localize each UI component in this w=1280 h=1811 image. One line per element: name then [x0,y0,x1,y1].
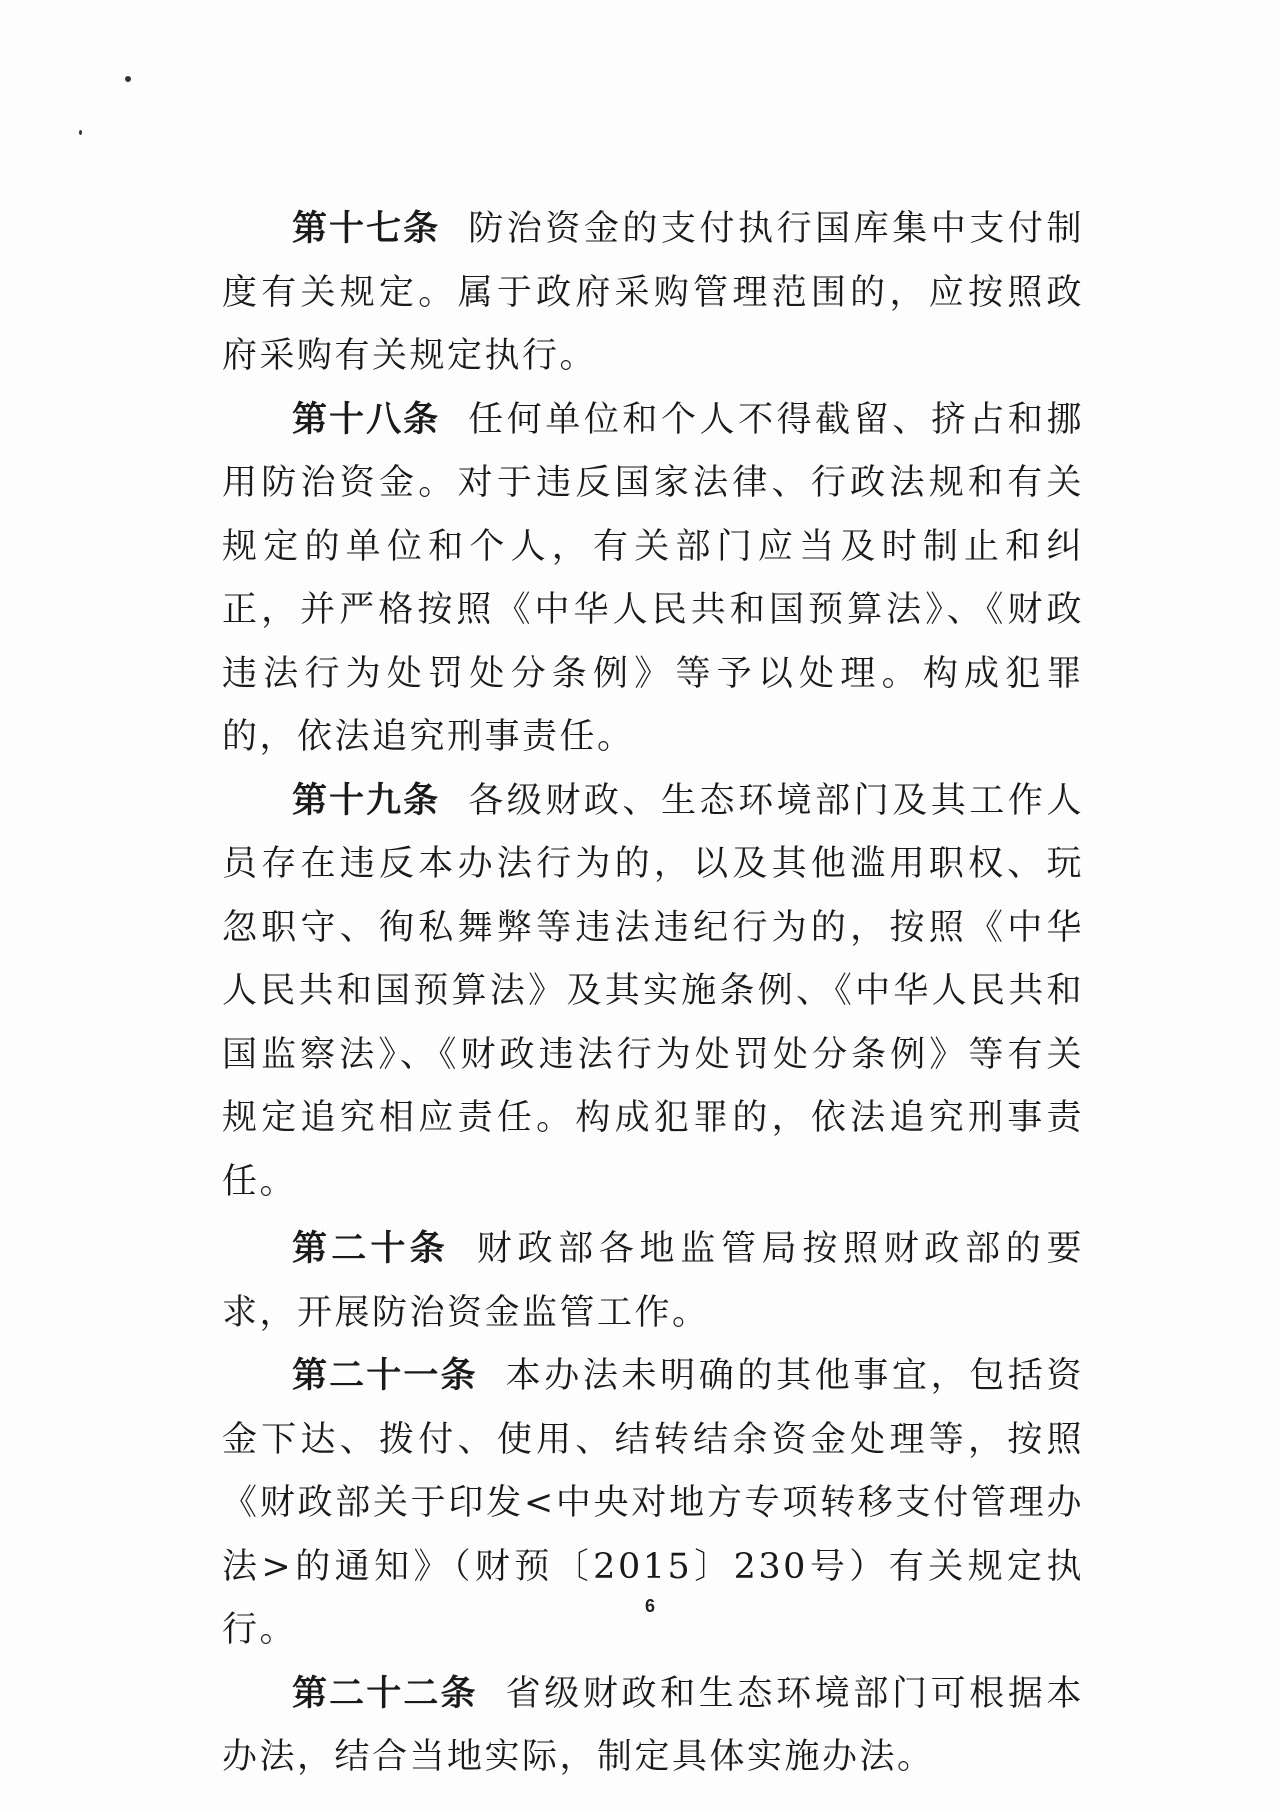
article-heading: 第二十二条 [292,1673,478,1714]
article-heading: 第二十一条 [292,1356,478,1396]
page-number: 6 [644,1596,655,1616]
article-text: 本办法未明确的其他事宜，包括资金下达、拨付、使用、结转结余资金处理等，按照《财政部关于印发<中央对地方专项转移支付管理办法>的通知》（财预〔2015〕230号）有关规定执行。 [222,1356,1084,1650]
article-17 [222,198,1084,389]
article-text: 财政部各地监管局按照财政部的要求，开展防治资金监管工作。 [222,1229,1084,1333]
scan-speck [125,76,131,82]
article-20 [222,1218,1084,1345]
article-heading: 第十九条 [292,780,441,821]
article-text: 防治资金的支付执行国库集中支付制度有关规定。属于政府采购管理范围的，应按照政府采购有关规定执行。 [222,209,1084,376]
article-22 [222,1663,1084,1790]
article-18 [222,389,1084,770]
article-text: 各级财政、生态环境部门及其工作人员存在违反本办法行为的，以及其他滥用职权、玩忽职守、徇私舞弊等违法违纪行为的，按照《中华人民共和国预算法》及其实施条例、《中华人民共和国监察法》、《财政违法行为处罚处分条例》等有关规定追究相应责任。构成犯罪的，依法追究刑事责任。 [222,780,1084,1202]
article-text: 任何单位和个人不得截留、挤占和挪用防治资金。对于违反国家法律、行政法规和有关规定的单位和个人，有关部门应当及时制止和纠正，并严格按照《中华人民共和国预算法》、《财政违法行为处罚处分条例》等予以处理。构成犯罪的，依法追究刑事责任。 [222,399,1084,757]
article-19 [222,770,1084,1215]
document-body [222,198,1084,1790]
scan-speck [79,130,82,135]
article-text: 省级财政和生态环境部门可根据本办法，结合当地实际，制定具体实施办法。 [222,1673,1084,1777]
article-heading: 第二十条 [292,1229,449,1269]
article-heading: 第十七条 [292,209,441,249]
article-heading: 第十八条 [292,399,441,440]
